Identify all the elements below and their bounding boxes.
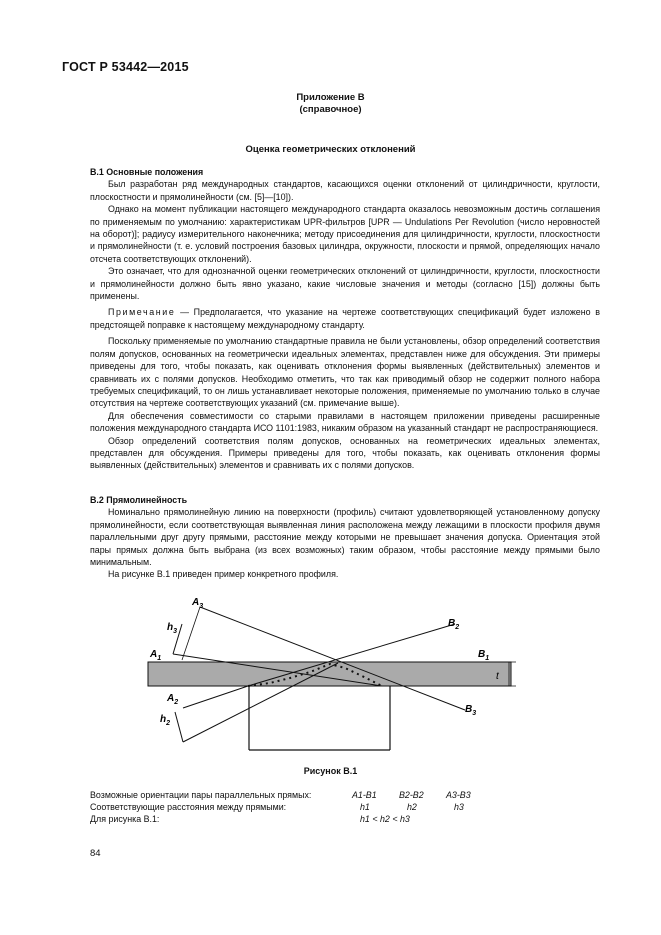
legend-label: Возможные ориентации пары параллельных прямых: xyxy=(90,790,312,800)
line-a3 xyxy=(200,607,465,710)
paragraph: Номинально прямолинейную линию на поверхности (профиль) считают удовлетворяющей установленному допуску прямолинейности, если соответствующая выявленная линия расположена между лежащими в плоскости профиля двумя параллельными друг другу прямыми, расстояние между которыми не превышает значения допуска. Ориентация этой пары прямых должна быть выбрана (из всех возможных) таким образом, чтобы расстояние между прямыми было минимальным. xyxy=(90,507,600,568)
paragraph: Для обеспечения совместимости со старыми правилами в настоящем приложении приведены расширенные положения международного стандарта ИСО 1101:1983, никаким образом на указанный стандарт не распространяющиеся. xyxy=(90,410,600,434)
label-b3: $B_3$ xyxy=(465,704,477,717)
label-b2: $B_2$ xyxy=(448,618,460,631)
legend-row xyxy=(90,814,471,826)
section-1-title: В.1 Основные положения xyxy=(90,167,204,177)
label-b1: $B_1$ xyxy=(478,649,490,662)
paragraph: Обзор определений соответствия полям допусков, основанных на геометрических идеальных элементах, представлен для обсуждения. Примеры приведены для того, чтобы показать, как оценивать отклонения формы выявленных (действительных) элементов и сравнивать их с полями допусков. xyxy=(90,435,600,471)
appendix-subtitle: (справочное) xyxy=(299,104,362,115)
page-number: 84 xyxy=(90,848,101,859)
legend-row xyxy=(90,802,471,814)
label-t: t xyxy=(496,671,499,682)
section-2-title: В.2 Прямолинейность xyxy=(90,495,188,505)
legend-value: h1 xyxy=(360,802,370,812)
paragraph: Был разработан ряд международных стандартов, касающихся оценки отклонений от цилиндричности, круглости, плоскостности и прямолинейности (см. [5]—[10]). xyxy=(90,179,600,202)
legend-row xyxy=(90,790,471,802)
paragraph: Это означает, что для однозначной оценки геометрических отклонений от цилиндричности, круглости, плоскостности и прямолинейности должно быть явно указано, какие числовые значения и методы (согласно [15]) должны быть применены. xyxy=(90,266,600,302)
paragraph: На рисунке В.1 приведен пример конкретного профиля. xyxy=(108,569,339,580)
line-a2b xyxy=(183,686,248,708)
legend-value: h2 xyxy=(407,802,417,812)
annex-heading: Оценка геометрических отклонений xyxy=(245,144,416,155)
legend-label: Соответствующие расстояния между прямыми: xyxy=(90,802,287,812)
document-header: ГОСТ Р 53442—2015 xyxy=(62,60,189,74)
legend-value: h1 < h2 < h3 xyxy=(360,814,410,824)
label-h2: $h_2$ xyxy=(160,714,171,727)
tolerance-band xyxy=(148,662,511,686)
legend-value: h3 xyxy=(454,802,464,812)
paragraph: Однако на момент публикации настоящего международного стандарта оказалось невозможным достичь соглашения по применяемым по умолчанию: характеристикам UPR-фильтров [UPR — Undulations Per Revolution (число неровностей на оборот)]; радиусу измерительного наконечника; методу присоединения для цилиндричности, круглости, плоскостности и прямолинейности (т. е. условий построения базовых цилиндра, окружности, плоскости и прямой, определяющих начало отсчета соответствующих отклонений). xyxy=(90,204,600,264)
note-text: — Предполагается, что указание на чертеже соответствующих спецификаций будет изложено в предстоящей поправке к настоящему международному стандарту. xyxy=(90,307,600,330)
paragraph: Поскольку применяемые по умолчанию стандартные правила не были установлены, обзор определений соответствия полям допусков, основанных на геометрически идеальных элементах, представлен ниже для обсуждения. Эти примеры приведены для того, чтобы показать, как оценивать отклонения формы выявленных (действительных) элементов и сравнивать их с полями допусков. Необходимо отметить, что так как приводимый обзор не содержит полного набора требуемых спецификаций, то он лишь устанавливает некоторые положения, применяемые по умолчанию только в случае отсутствия на чертеже соответствующих указаний (см. примечание выше). xyxy=(90,336,600,409)
label-a3: $A_3$ xyxy=(192,597,204,610)
legend-value: B2-B2 xyxy=(399,790,424,800)
figure-legend xyxy=(90,790,471,826)
h3-extension xyxy=(182,607,200,660)
label-h3: $h_3$ xyxy=(167,622,178,635)
legend-label: Для рисунка В.1: xyxy=(90,814,160,824)
label-a2: $A_2$ xyxy=(167,693,179,706)
h2-dimension xyxy=(175,712,183,742)
note-label: Примечание xyxy=(108,307,176,318)
legend-value: A1-B1 xyxy=(352,790,377,800)
label-a1: $A_1$ xyxy=(150,649,162,662)
legend-value: A3-B3 xyxy=(446,790,471,800)
appendix-title: Приложение В xyxy=(296,92,365,103)
figure-caption: Рисунок В.1 xyxy=(303,766,358,776)
